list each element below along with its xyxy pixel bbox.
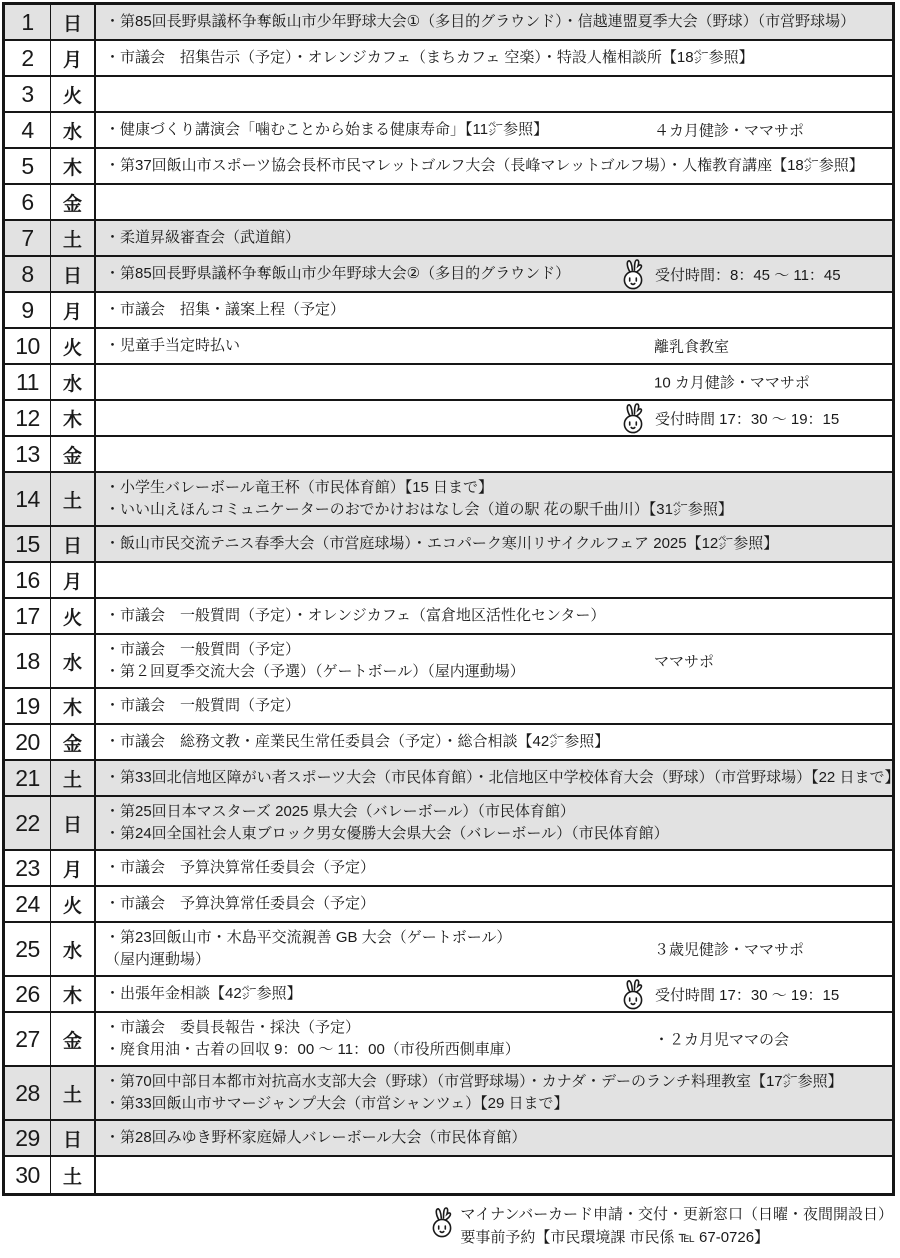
calendar-row [5,185,892,221]
side-note [654,372,810,393]
event-text [105,11,892,33]
day-number: 28 [5,1067,51,1119]
event-line: ・市議会 予算決算常任委員会（予定） [105,895,376,912]
weekday-label: 日 [51,257,96,291]
event-text [105,335,892,357]
side-note-text: 受付時間 17：30 ～ 19：15 [655,986,840,1004]
events-cell [96,149,892,183]
events-cell [96,761,899,795]
events-cell [96,635,892,687]
weekday-label: 月 [51,293,96,327]
day-number: 25 [5,923,51,975]
weekday-label: 火 [51,599,96,633]
event-line: ・市議会 招集・議案上程（予定） [105,301,346,318]
weekday-label: 日 [51,1121,96,1155]
events-cell [96,473,892,525]
weekday-label: 日 [51,527,96,561]
weekday-label: 水 [51,635,96,687]
day-number: 30 [5,1157,51,1193]
side-note [620,402,839,434]
weekday-label: 水 [51,365,96,399]
weekday-label: 月 [51,851,96,885]
day-number: 6 [5,185,51,219]
event-line: ・飯山市民交流テニス春季大会（市営庭球場）・エコパーク寒川リサイクルフェア 2025【12㌻参照】 [105,535,779,552]
calendar-row [5,923,892,977]
event-line: ・市議会 一般質問（予定）・オレンジカフェ（富倉地区活性化センター） [105,607,606,624]
calendar-row [5,41,892,77]
events-cell [96,1121,892,1155]
day-number: 10 [5,329,51,363]
weekday-label: 木 [51,977,96,1011]
calendar-row [5,563,892,599]
event-line: ・第37回飯山市スポーツ協会長杯市民マレットゴルフ大会（長峰マレットゴルフ場）・人権教育講座【18㌻参照】 [105,157,864,174]
calendar-row [5,113,892,149]
calendar-row [5,599,892,635]
calendar-row [5,473,892,527]
weekday-label: 日 [51,5,96,39]
weekday-label: 土 [51,1157,96,1193]
events-cell [96,797,892,849]
weekday-label: 水 [51,923,96,975]
event-line: ・市議会 委員長報告・採決（予定） [105,1019,361,1036]
calendar-row [5,5,892,41]
events-cell [96,527,892,561]
day-number: 9 [5,293,51,327]
event-text [105,299,892,321]
events-cell [96,77,892,111]
side-note [620,258,841,290]
rabbit-icon [429,1206,455,1238]
footnote-line-1: マイナンバーカード申請・交付・更新窓口（日曜・夜間開設日） [460,1206,893,1223]
weekday-label: 金 [51,437,96,471]
day-number: 19 [5,689,51,723]
calendar-row [5,293,892,329]
weekday-label: 土 [51,221,96,255]
events-cell [96,257,892,291]
event-line: ・第28回みゆき野杯家庭婦人バレーボール大会（市民体育館） [105,1129,527,1146]
day-number: 24 [5,887,51,921]
event-calendar-table [2,2,900,1196]
day-number: 21 [5,761,51,795]
event-line: ・第23回飯山市・木島平交流親善 GB 大会（ゲートボール） [105,929,512,946]
calendar-row [5,887,892,923]
events-cell [96,185,892,219]
day-number: 26 [5,977,51,1011]
event-line: ・市議会 総務文教・産業民生常任委員会（予定）・総合相談【42㌻参照】 [105,733,610,750]
calendar-row [5,365,892,401]
events-cell [96,41,892,75]
event-line: ・小学生バレーボール竜王杯（市民体育館）【15 日まで】 [105,479,494,496]
event-line: ・廃食用油・古着の回収 9：00 ～ 11：00（市役所西側車庫） [105,1041,520,1058]
weekday-label: 月 [51,563,96,597]
day-number: 13 [5,437,51,471]
event-line: ・第85回長野県議杯争奪飯山市少年野球大会①（多目的グラウンド）・信越連盟夏季大会（野球）（市営野球場） [105,13,856,30]
event-text [105,227,892,249]
events-cell [96,5,892,39]
side-note-text: ・２カ月児ママの会 [654,1031,790,1049]
event-line: （屋内運動場） [105,951,211,968]
weekday-label: 火 [51,887,96,921]
events-cell [96,977,892,1011]
side-note [654,120,804,141]
events-cell [96,689,892,723]
weekday-label: 火 [51,77,96,111]
event-text [105,1071,892,1115]
calendar-row [5,221,892,257]
rabbit-icon [620,978,646,1010]
event-line: ・第33回飯山市サマージャンプ大会（市営シャンツェ）【29 日まで】 [105,1095,569,1112]
day-number: 17 [5,599,51,633]
day-number: 1 [5,5,51,39]
weekday-label: 土 [51,761,96,795]
calendar-row [5,1121,892,1157]
side-note-text: ママサポ [654,653,715,671]
day-number: 16 [5,563,51,597]
event-text [105,533,892,555]
side-note [654,1029,789,1050]
calendar-row [5,851,892,887]
events-cell [96,293,892,327]
calendar-row [5,329,892,365]
side-note-text: 受付時間：8：45 ～ 11：45 [655,266,841,284]
day-number: 7 [5,221,51,255]
event-text [105,155,892,177]
rabbit-icon [620,402,646,434]
event-line: ・市議会 招集告示（予定）・オレンジカフェ（まちカフェ 空楽）・特設人権相談所【18㌻参照】 [105,49,754,66]
event-text [105,605,892,627]
calendar-row [5,725,892,761]
event-text [105,47,892,69]
events-cell [96,599,892,633]
side-note-text: ３歳児健診・ママサポ [654,941,805,959]
day-number: 15 [5,527,51,561]
events-cell [96,1157,892,1193]
event-line: ・第70回中部日本都市対抗高水支部大会（野球）（市営野球場）・カナダ・デーのランチ料理教室【17㌻参照】 [105,1073,843,1090]
weekday-label: 金 [51,185,96,219]
weekday-label: 土 [51,473,96,525]
event-line: ・第25回日本マスターズ 2025 県大会（バレーボール）（市民体育館） [105,803,575,820]
events-cell [96,563,892,597]
calendar-row [5,149,892,185]
event-line: ・市議会 一般質問（予定） [105,641,301,658]
weekday-label: 土 [51,1067,96,1119]
side-note-text: 受付時間 17：30 ～ 19：15 [655,410,840,428]
side-note-text: ４カ月健診・ママサポ [654,122,805,140]
events-cell [96,851,892,885]
events-cell [96,923,892,975]
event-line: ・第24回全国社会人東ブロック男女優勝大会県大会（バレーボール）（市民体育館） [105,825,669,842]
weekday-label: 木 [51,689,96,723]
day-number: 8 [5,257,51,291]
event-line: ・第33回北信地区障がい者スポーツ大会（市民体育館）・北信地区中学校体育大会（野球）（市営野球場）【22 日まで】 [105,769,900,786]
events-cell [96,221,892,255]
day-number: 11 [5,365,51,399]
day-number: 23 [5,851,51,885]
day-number: 5 [5,149,51,183]
calendar-row [5,1013,892,1067]
event-line: ・市議会 一般質問（予定） [105,697,301,714]
calendar-row [5,1157,892,1193]
day-number: 2 [5,41,51,75]
calendar-row [5,527,892,563]
weekday-label: 火 [51,329,96,363]
event-line: ・第２回夏季交流大会（予選）（ゲートボール）（屋内運動場） [105,663,525,680]
day-number: 27 [5,1013,51,1065]
event-line: ・市議会 予算決算常任委員会（予定） [105,859,376,876]
events-cell [96,437,892,471]
event-text [105,639,892,683]
footnote-text [460,1203,893,1249]
calendar-row [5,1067,892,1121]
side-note [620,978,839,1010]
weekday-label: 月 [51,41,96,75]
event-line: ・健康づくり講演会「噛むことから始まる健康寿命」【11㌻参照】 [105,121,549,138]
calendar-row [5,689,892,725]
events-cell [96,401,892,435]
day-number: 3 [5,77,51,111]
event-text [105,801,892,845]
weekday-label: 木 [51,149,96,183]
calendar-row [5,401,892,437]
event-line: ・柔道昇級審査会（武道館） [105,229,301,246]
event-line: ・いい山えほんコミュニケーターのおでかけおはなし会（道の駅 花の駅千曲川）【31㌻参照】 [105,501,733,518]
events-cell [96,1013,892,1065]
events-cell [96,725,892,759]
calendar-row [5,437,892,473]
side-note [654,651,714,672]
event-text [105,731,892,753]
events-cell [96,887,892,921]
calendar-row [5,761,900,797]
event-line: ・出張年金相談【42㌻参照】 [105,985,302,1002]
events-cell [96,329,892,363]
event-text [105,695,892,717]
mynumber-card-footnote [429,1203,893,1249]
weekday-label: 日 [51,797,96,849]
event-text [105,1127,892,1149]
event-text [105,767,899,789]
events-cell [96,113,892,147]
calendar-row [5,635,892,689]
side-note [654,336,729,357]
calendar-row [5,257,892,293]
day-number: 4 [5,113,51,147]
event-text [105,477,892,521]
footnote-line-2: 要事前予約【市民環境課 市民係 ℡ 67-0726】 [460,1229,770,1246]
day-number: 20 [5,725,51,759]
calendar-row [5,977,892,1013]
event-line: ・第85回長野県議杯争奪飯山市少年野球大会②（多目的グラウンド） [105,265,571,282]
day-number: 22 [5,797,51,849]
day-number: 14 [5,473,51,525]
event-line: ・児童手当定時払い [105,337,241,354]
events-cell [96,365,892,399]
day-number: 18 [5,635,51,687]
day-number: 12 [5,401,51,435]
calendar-row [5,77,892,113]
event-text [105,893,892,915]
weekday-label: 水 [51,113,96,147]
weekday-label: 金 [51,725,96,759]
side-note [654,939,804,960]
events-cell [96,1067,892,1119]
rabbit-icon [620,258,646,290]
weekday-label: 金 [51,1013,96,1065]
event-text [105,857,892,879]
day-number: 29 [5,1121,51,1155]
side-note-text: 10 カ月健診・ママサポ [654,374,810,392]
calendar-row [5,797,892,851]
side-note-text: 離乳食教室 [654,338,730,356]
weekday-label: 木 [51,401,96,435]
